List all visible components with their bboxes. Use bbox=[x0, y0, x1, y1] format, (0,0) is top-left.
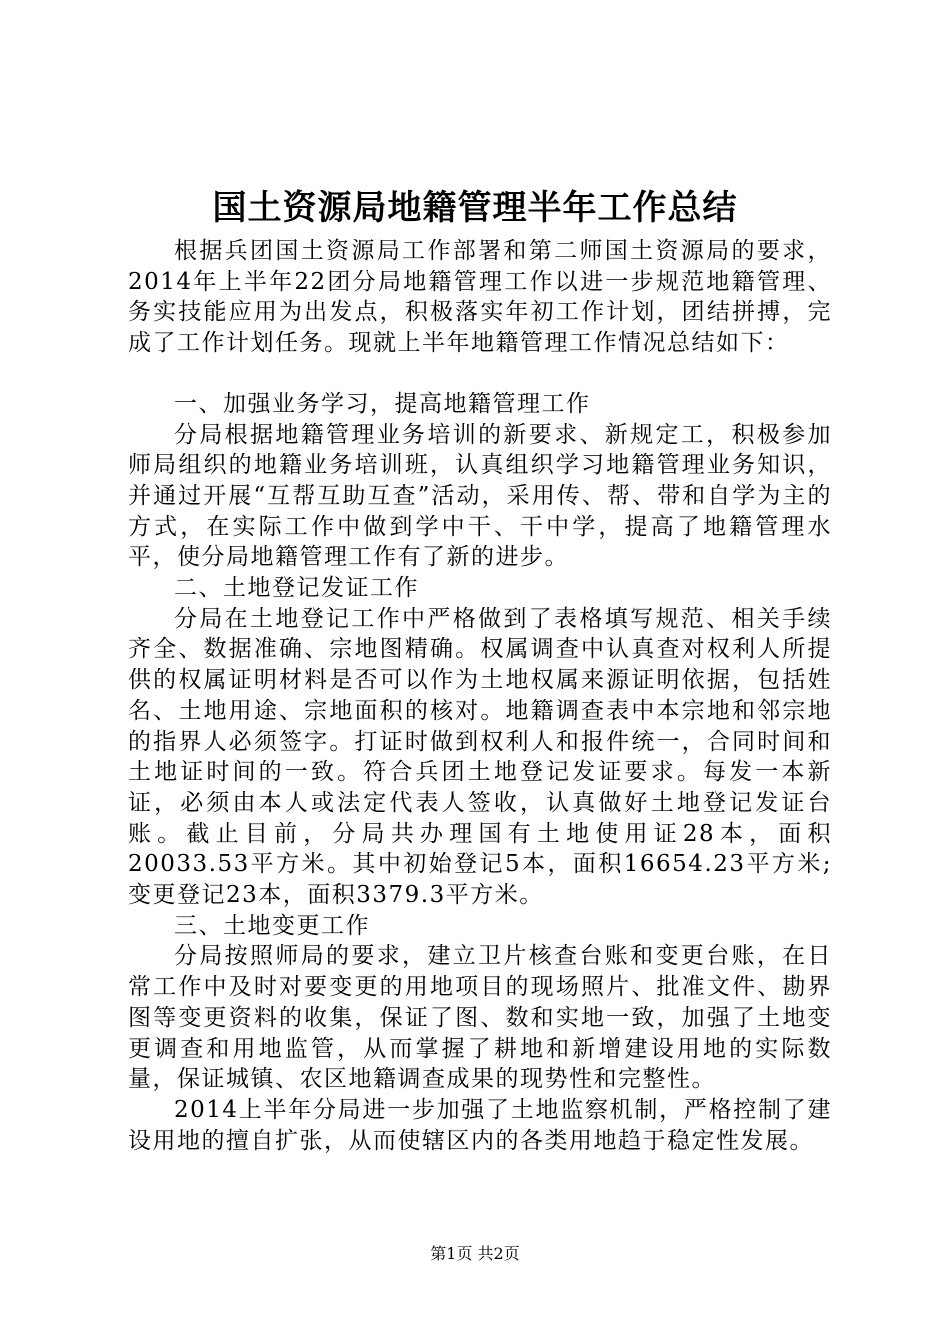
document-body bbox=[128, 236, 832, 1156]
section-3-paragraph-1: 分局按照师局的要求，建立卫片核查台账和变更台账，在日常工作中及时对要变更的用地项目的现场照片、批准文件、勘界图等变更资料的收集，保证了图、数和实地一致，加强了土地变更调查和用地监管，从而掌握了耕地和新增建设用地的实际数量，保证城镇、农区地籍调查成果的现势性和完整性。 bbox=[128, 943, 832, 1093]
section-2-paragraph: 分局在土地登记工作中严格做到了表格填写规范、相关手续齐全、数据准确、宗地图精确。权属调查中认真查对权利人所提供的权属证明材料是否可以作为土地权属来源证明依据，包括姓名、土地用途、宗地面积的核对。地籍调查表中本宗地和邻宗地的指界人必须签字。打证时做到权利人和报件统一，合同时间和土地证时间的一致。符合兵团土地登记发证要求。每发一本新证，必须由本人或法定代表人签收，认真做好土地登记发证台账。截止目前，分局共办理国有土地使用证28本，面积20033.53平方米。其中初始登记5本，面积16654.23平方米;变更登记23本，面积3379.3平方米。 bbox=[128, 605, 832, 909]
document-title: 国土资源局地籍管理半年工作总结 bbox=[212, 188, 738, 228]
intro-paragraph: 根据兵团国土资源局工作部署和第二师国土资源局的要求，2014年上半年22团分局地籍管理工作以进一步规范地籍管理、务实技能应用为出发点，积极落实年初工作计划，团结拼搏，完成了工作计划任务。现就上半年地籍管理工作情况总结如下： bbox=[128, 238, 832, 357]
page-footer: 第1页 共2页 bbox=[430, 1244, 520, 1263]
section-heading-3: 三、土地变更工作 bbox=[174, 912, 370, 939]
section-heading-2: 二、土地登记发证工作 bbox=[174, 575, 419, 602]
section-heading-1: 一、加强业务学习，提高地籍管理工作 bbox=[174, 390, 591, 417]
paragraph-spacer bbox=[128, 359, 832, 389]
section-1-paragraph: 分局根据地籍管理业务培训的新要求、新规定工，积极参加师局组织的地籍业务培训班，认真组织学习地籍管理业务知识，并通过开展“互帮互助互查”活动，采用传、帮、带和自学为主的方式，在实际工作中做到学中干、干中学，提高了地籍管理水平，使分局地籍管理工作有了新的进步。 bbox=[128, 421, 832, 571]
section-3-paragraph-2: 2014上半年分局进一步加强了土地监察机制，严格控制了建设用地的擅自扩张，从而使辖区内的各类用地趋于稳定性发展。 bbox=[128, 1096, 832, 1154]
